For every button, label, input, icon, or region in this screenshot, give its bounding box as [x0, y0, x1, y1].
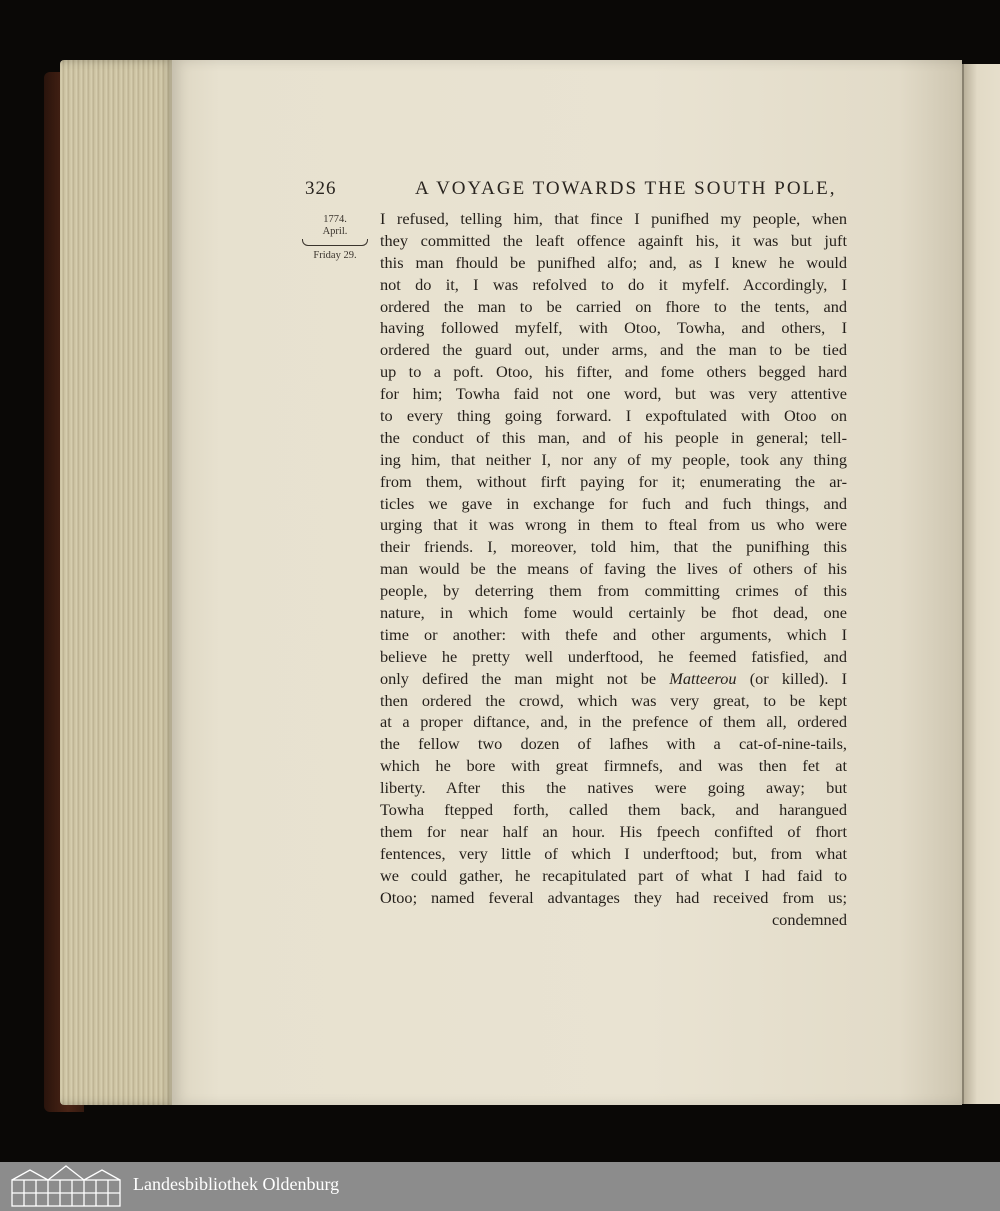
text-line: believe he pretty well underftood, he feemed fatisfied, and — [380, 646, 847, 666]
text-line: time or another: with thefe and other arguments, which I — [380, 624, 847, 644]
text-line: ordered the man to be carried on fhore to the tents, and — [380, 296, 847, 316]
text-segment: (or killed). I — [749, 668, 847, 688]
text-line: I refused, telling him, that fince I punifhed my people, when — [380, 209, 847, 228]
text-segment: only defired the man might not be — [380, 668, 657, 688]
text-line: which he bore with great firmnefs, and was then fet at — [380, 756, 847, 776]
right-page-edge — [962, 64, 1000, 1104]
margin-year: 1774. — [323, 214, 347, 225]
text-line: nature, in which fome would certainly be fhot dead, one — [380, 603, 847, 623]
text-line: for him; Towha faid not one word, but was very attentive — [380, 384, 847, 404]
text-line: ordered the guard out, under arms, and the man to be tied — [380, 340, 847, 360]
text-line: liberty. After this the natives were going away; but — [380, 778, 847, 798]
text-line: not do it, I was refolved to do it myfelf. Accordingly, I — [380, 274, 847, 294]
italic-word: Matteerou — [669, 668, 737, 688]
text-line: the fellow two dozen of lafhes with a cat-of-nine-tails, — [380, 734, 847, 754]
text-line: the conduct of this man, and of his people in general; tell- — [380, 427, 847, 447]
text-line: up to a poft. Otoo, his fifter, and fome others begged hard — [380, 362, 847, 382]
margin-day: Friday 29. — [313, 250, 357, 261]
text-line: ticles we gave in exchange for fuch and fuch things, and — [380, 493, 847, 513]
text-line: Otoo; named feveral advantages they had received from us; — [380, 887, 847, 907]
page-number: 326 — [305, 178, 337, 199]
page-block-edges — [60, 60, 178, 1105]
catchword: condemned — [771, 909, 847, 929]
text-line: this man fhould be punifhed alfo; and, as I knew he would — [380, 252, 847, 272]
text-line: having followed myfelf, with Otoo, Towha, and others, I — [380, 318, 847, 338]
body-text — [380, 208, 847, 930]
text-line: ing him, that neither I, nor any of my people, took any thing — [380, 449, 847, 469]
text-line: then ordered the crowd, which was very great, to be kept — [380, 690, 847, 710]
text-line: Towha ftepped forth, called them back, and harangued — [380, 800, 847, 820]
text-line: fentences, very little of which I underftood; but, from what — [380, 843, 847, 863]
margin-date-note — [300, 214, 370, 262]
text-line: them for near half an hour. His fpeech confifted of fhort — [380, 821, 847, 841]
running-head: A VOYAGE TOWARDS THE SOUTH POLE, — [415, 178, 837, 199]
library-building-logo-icon — [8, 1164, 124, 1208]
text-line: man would be the means of faving the lives of others of his — [380, 559, 847, 579]
text-line: people, by deterring them from committing crimes of this — [380, 581, 847, 601]
text-line: to every thing going forward. I expoftulated with Otoo on — [380, 406, 847, 426]
text-line: at a proper diftance, and, in the prefence of them all, ordered — [380, 712, 847, 732]
library-name: Landesbibliothek Oldenburg — [133, 1174, 340, 1194]
margin-brace-icon — [302, 239, 368, 246]
text-line: their friends. I, moreover, told him, that the punifhing this — [380, 537, 847, 557]
text-line-with-italic — [380, 668, 847, 690]
text-line: urging that it was wrong in them to fteal from us who were — [380, 515, 847, 535]
text-line: from them, without firft paying for it; enumerating the ar- — [380, 471, 847, 491]
margin-month: April. — [322, 226, 348, 237]
text-line: they committed the leaft offence againft his, it was but juft — [380, 230, 847, 250]
page-header — [305, 178, 845, 204]
text-line: we could gather, he recapitulated part of what I had faid to — [380, 865, 847, 885]
